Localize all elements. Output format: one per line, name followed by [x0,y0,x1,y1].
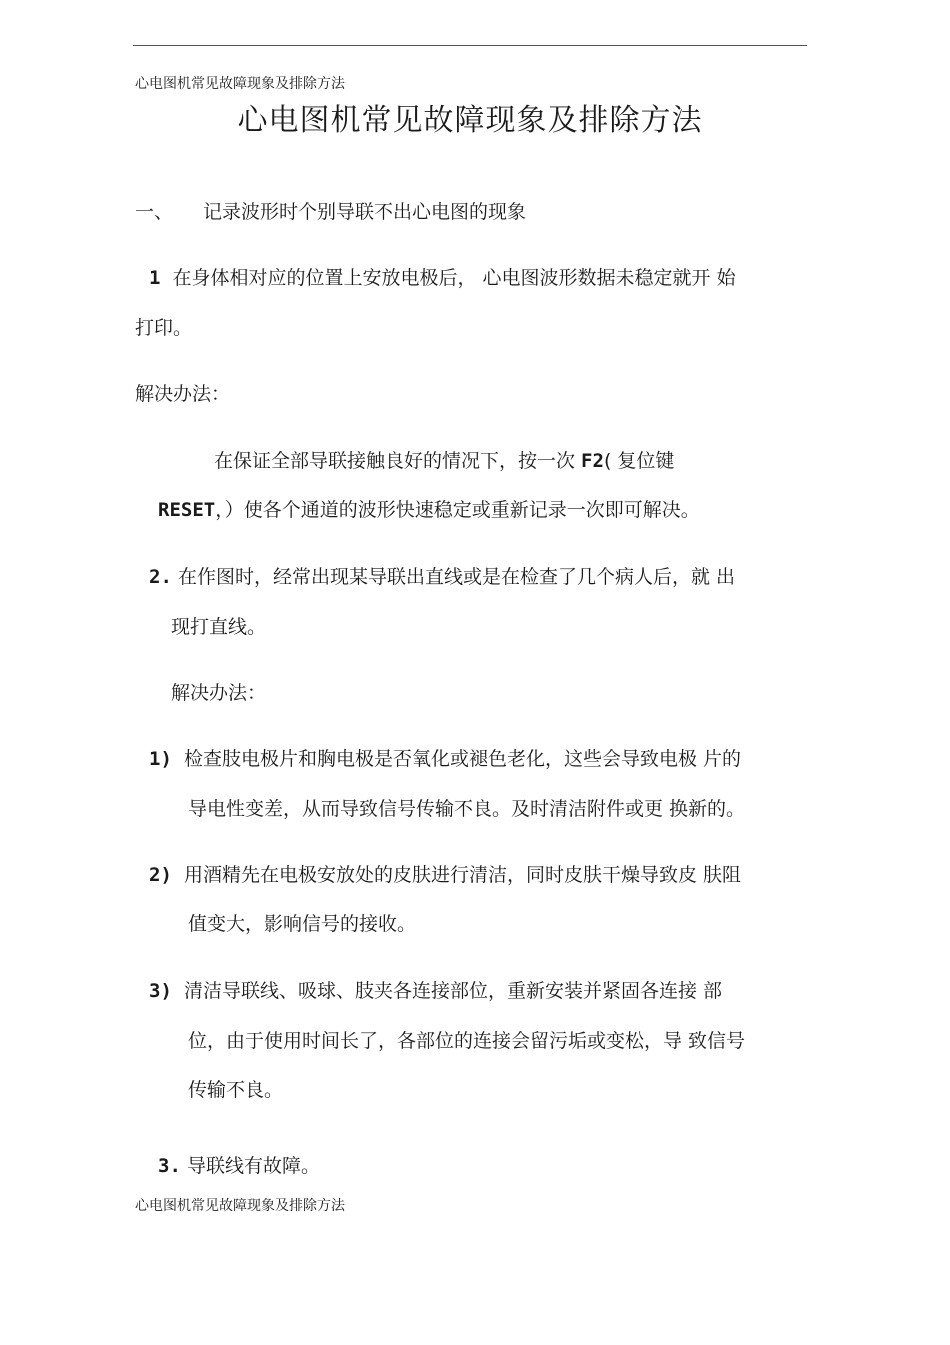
step-text-line: 传输不良。 [188,1079,284,1101]
key-label: F2 [581,450,604,472]
step-2 [149,862,741,888]
header-rule [133,45,807,46]
item-text-line: 现打直线。 [171,616,267,638]
step-1 [149,746,741,772]
step-text-line: 用酒精先在电极安放处的皮肤进行清洁，同时皮肤干燥导致皮 肤阻 [183,864,741,886]
solution-label: 解决办法： [135,383,231,405]
section-title: 记录波形时个别导联不出心电图的现象 [203,201,527,223]
step-number: 1) [149,748,172,770]
page-title: 心电图机常见故障现象及排除方法 [237,103,703,138]
step-number: 3) [149,980,172,1002]
solution-text [158,497,700,523]
running-header: 心电图机常见故障现象及排除方法 [135,76,345,92]
item-text-line: 打印。 [135,317,193,339]
step-number: 2) [149,864,172,886]
running-footer: 心电图机常见故障现象及排除方法 [135,1198,345,1214]
step-3 [149,978,722,1004]
key-label: RESET [158,499,216,521]
step-text-line: 位，由于使用时间长了，各部位的连接会留污垢或变松，导 致信号 [188,1030,746,1052]
solution-text-part: ( 复位键 [603,450,675,472]
item-text-line: 导联线有故障。 [186,1155,320,1177]
item-3 [158,1153,320,1179]
solution-text-part: ，）使各个通道的波形快速稳定或重新记录一次即可解决。 [215,499,700,521]
item-1 [149,265,736,291]
item-number: 1 [149,267,161,289]
solution-label: 解决办法： [171,682,267,704]
solution-text-part: 在保证全部导联接触良好的情况下，按一次 [214,450,582,472]
step-text-line: 值变大，影响信号的接收。 [188,913,417,935]
step-text-line: 清洁导联线、吸球、肢夹各连接部位，重新安装并紧固各连接 部 [183,980,722,1002]
item-text-line: 在作图时，经常出现某导联出直线或是在检查了几个病人后，就 出 [177,566,735,588]
section-number: 一、 [135,201,174,223]
step-text-line: 导电性变差，从而导致信号传输不良。及时清洁附件或更 换新的。 [188,798,746,820]
item-number: 2. [149,566,172,588]
item-2 [149,564,735,590]
item-number: 3. [158,1155,181,1177]
item-text-line: 在身体相对应的位置上安放电极后， 心电图波形数据未稳定就开 始 [172,267,736,289]
solution-text [214,448,674,474]
step-text-line: 检查肢电极片和胸电极是否氧化或褪色老化，这些会导致电极 片的 [183,748,741,770]
